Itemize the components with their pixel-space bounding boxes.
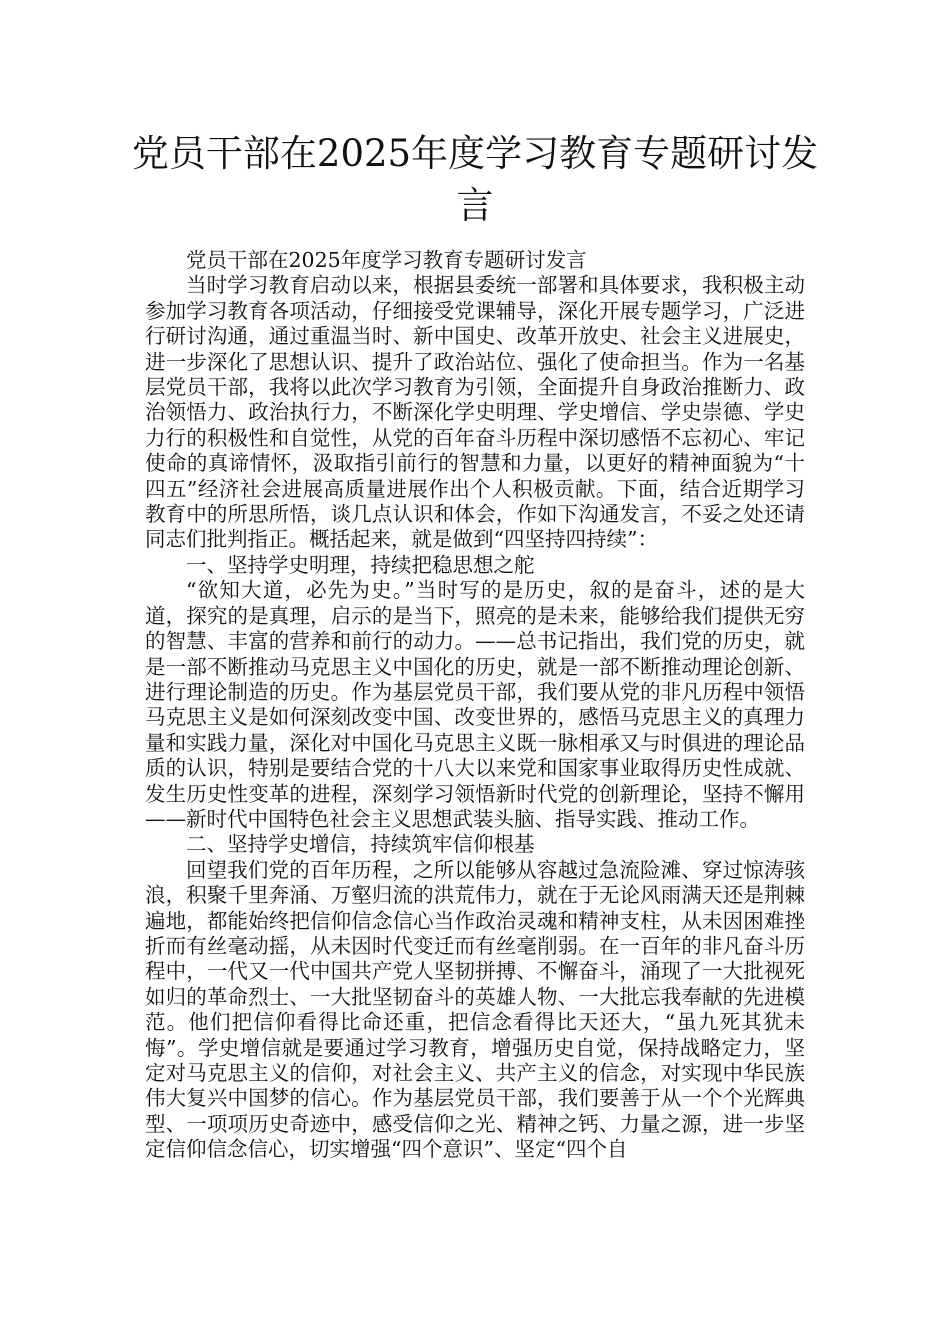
intro-paragraph: 当时学习教育启动以来，根据县委统一部署和具体要求，我积极主动参加学习教育各项活动，仔细接受党课辅导，深化开展专题学习，广泛进行研讨沟通，通过重温当时、新中国史、改革开放史、社会主义进展史，进一步深化了思想认识、提升了政治站位、强化了使命担当。作为一名基层党员干部，我将以此次学习教育为引领，全面提升自身政治推断力、政治领悟力、政治执行力，不断深化学史明理、学史增信、学史崇德、学史力行的积极性和自觉性，从党的百年奋斗历程中深切感悟不忘初心、牢记使命的真谛情怀，汲取指引前行的智慧和力量，以更好的精神面貌为“十四五”经济社会进展高质量进展作出个人积极贡献。下面，结合近期学习教育中的所思所悟，谈几点认识和体会，作如下沟通发言，不妥之处还请同志们批判指正。概括起来，就是做到“四坚持四持续”： [145,273,805,552]
subtitle-paragraph: 党员干部在2025年度学习教育专题研讨发言 [186,248,587,272]
section-paragraph-2: 回望我们党的百年历程，之所以能够从容越过急流险滩、穿过惊涛骇浪，积聚千里奔涌、万壑归流的洪荒伟力，就在于无论风雨满天还是荆棘遍地，都能始终把信仰信念信心当作政治灵魂和精神支柱，从未因困难挫折而有丝毫动摇，从未因时代变迁而有丝毫削弱。在一百年的非凡奋斗历程中，一代又一代中国共产党人坚韧拼搏、不懈奋斗，涌现了一大批视死如归的革命烈士、一大批坚韧奋斗的英雄人物、一大批忘我奉献的先进模范。他们把信仰看得比命还重，把信念看得比天还大，“虽九死其犹未悔”。学史增信就是要通过学习教育，增强历史自觉，保持战略定力，坚定对马克思主义的信仰，对社会主义、共产主义的信念，对实现中华民族伟大复兴中国梦的信心。作为基层党员干部，我们要善于从一个个光辉典型、一项项历史奇迹中，感受信仰之光、精神之钙、力量之源，进一步坚定信仰信念信心，切实增强“四个意识”、坚定“四个自 [145,857,805,1162]
section-heading-1: 一、坚持学史明理，持续把稳思想之舵 [186,552,535,577]
document-body [145,248,805,1163]
document-title: 党员干部在2025年度学习教育专题研讨发言 [131,132,819,227]
section-paragraph-1: “欲知大道，必先为史。”当时写的是历史，叙的是奋斗，述的是大道，探究的是真理，启示的是当下，照亮的是未来，能够给我们提供无穷的智慧、丰富的营养和前行的动力。——总书记指出，我们党的历史，就是一部不断推动马克思主义中国化的历史，就是一部不断推动理论创新、进行理论制造的历史。作为基层党员干部，我们要从党的非凡历程中领悟马克思主义是如何深刻改变中国、改变世界的，感悟马克思主义的真理力量和实践力量，深化对中国化马克思主义既一脉相承又与时俱进的理论品质的认识，特别是要结合党的十八大以来党和国家事业取得历史性成就、发生历史性变革的进程，深刻学习领悟新时代党的创新理论，坚持不懈用——新时代中国特色社会主义思想武装头脑、指导实践、推动工作。 [145,578,805,831]
section-heading-2: 二、坚持学史增信，持续筑牢信仰根基 [186,832,535,857]
